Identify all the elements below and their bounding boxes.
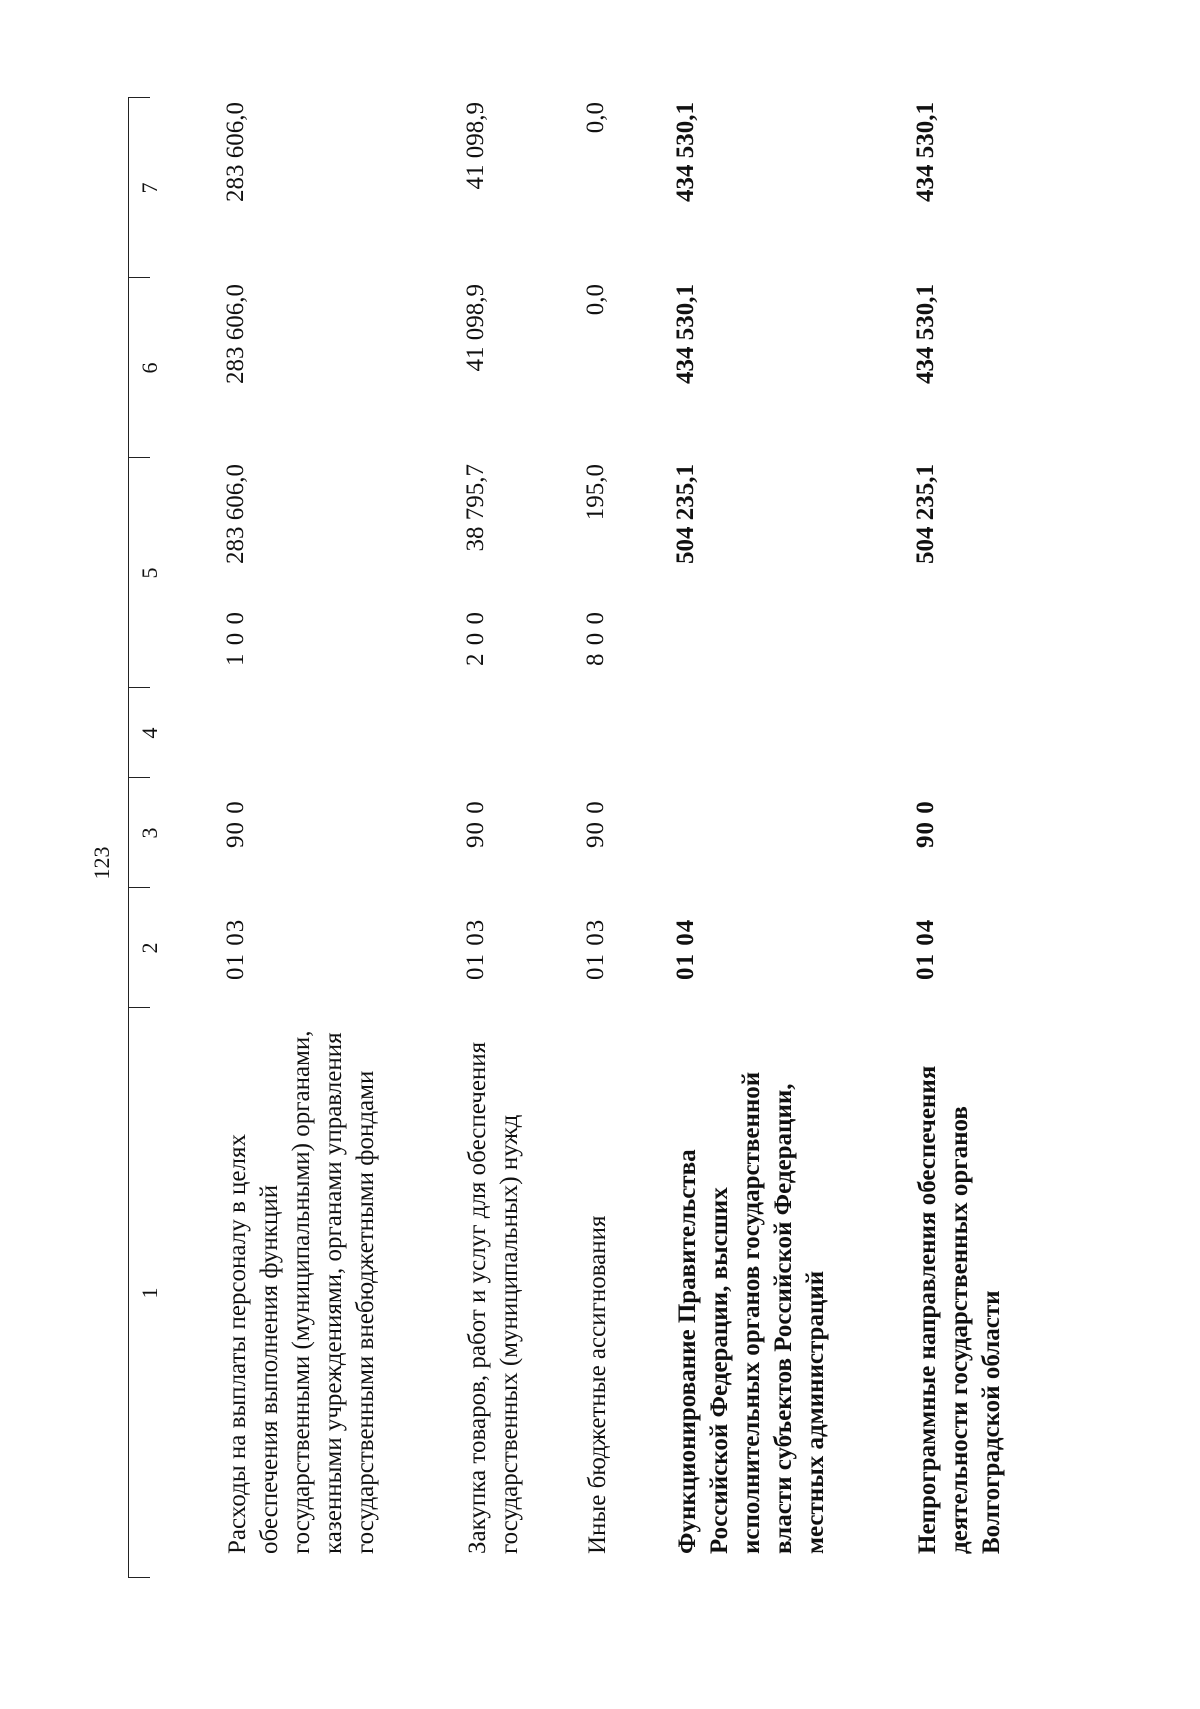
- value-col-7: 0,0: [582, 102, 609, 134]
- row-name: Функционирование Правительства Российской Федерации, высших исполнительных органов государственной власти субъектов Российской Федерации, местных администраций: [674, 1071, 829, 1554]
- value-col-6: 0,0: [582, 284, 609, 316]
- value-col-6: 283 606,0: [222, 284, 249, 384]
- row-name: Расходы на выплаты персоналу в целях обеспечения выполнения функций государственными (муниципальными) органами, казенными учреждениями, органами управления государственными внебюджетными фондами: [224, 1030, 379, 1554]
- value-col-5: 283 606,0: [222, 464, 249, 564]
- section-code: 01 03: [582, 918, 609, 980]
- expense-type-code: 2 0 0: [462, 611, 489, 666]
- header-col-6: 6: [137, 362, 162, 374]
- value-col-5: 504 235,1: [672, 464, 699, 564]
- value-col-5: 195,0: [582, 464, 609, 521]
- expense-type-code: 1 0 0: [222, 611, 249, 666]
- target-code: 90 0: [582, 800, 609, 848]
- value-col-7: 41 098,9: [462, 102, 489, 190]
- section-code: 01 03: [222, 918, 249, 980]
- row-name: Иные бюджетные ассигнования: [584, 1215, 611, 1554]
- row-name: Непрограммные направления обеспечения деятельности государственных органов Волгоградской области: [914, 1065, 1005, 1554]
- header-col-3: 3: [137, 827, 162, 839]
- value-col-5: 504 235,1: [912, 464, 939, 564]
- value-col-6: 41 098,9: [462, 284, 489, 372]
- value-col-5: 38 795,7: [462, 464, 489, 552]
- header-col-7: 7: [137, 182, 162, 194]
- header-col-2: 2: [137, 942, 162, 954]
- value-col-6: 434 530,1: [912, 284, 939, 384]
- header-row: [128, 98, 172, 1578]
- target-code: 90 0: [912, 800, 939, 848]
- table-row: [912, 98, 1052, 1578]
- table-row: [462, 98, 572, 1578]
- budget-table: [128, 98, 1188, 1578]
- value-col-7: 434 530,1: [672, 102, 699, 202]
- section-code: 01 04: [672, 918, 699, 980]
- value-col-7: 283 606,0: [222, 102, 249, 202]
- header-col-4: 4: [137, 727, 162, 739]
- target-code: 90 0: [462, 800, 489, 848]
- table-row: [222, 98, 442, 1578]
- table-row: [582, 98, 642, 1578]
- value-col-7: 434 530,1: [912, 102, 939, 202]
- expense-type-code: 8 0 0: [582, 611, 609, 666]
- row-name: Закупка товаров, работ и услуг для обеспечения государственных (муниципальных) нужд: [464, 1041, 523, 1554]
- table-row: [672, 98, 892, 1578]
- page-number: 123: [89, 846, 114, 880]
- value-col-6: 434 530,1: [672, 284, 699, 384]
- header-col-5: 5: [137, 567, 162, 579]
- header-col-1: 1: [137, 1287, 162, 1299]
- target-code: 90 0: [222, 800, 249, 848]
- section-code: 01 03: [462, 918, 489, 980]
- header-divider: [128, 97, 150, 98]
- section-code: 01 04: [912, 918, 939, 980]
